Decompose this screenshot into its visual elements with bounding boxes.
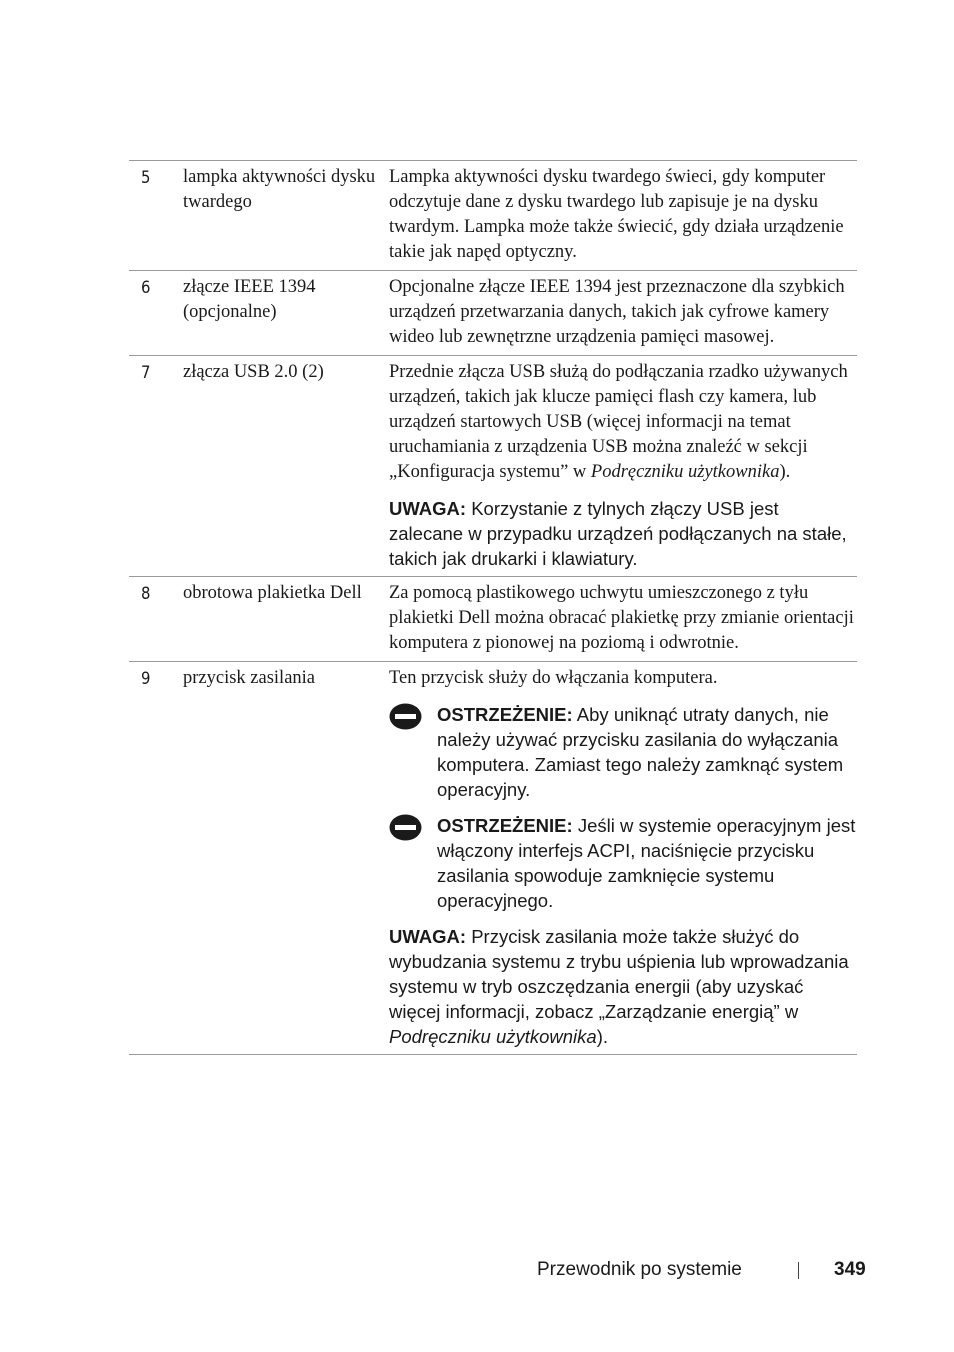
manual-reference: Podręczniku użytkownika	[590, 462, 780, 482]
warning	[389, 702, 857, 802]
note	[389, 496, 857, 571]
warning-text: Jeśli w systemie operacyjnym jest włączony interfejs ACPI, naciśnięcie przycisku zasilania spowoduje zamknięcie systemu operacyjnego.	[437, 815, 856, 911]
notice-icon	[389, 703, 422, 730]
note-label: UWAGA:	[389, 926, 467, 947]
row-number: 6	[141, 278, 151, 297]
component-name: złącze IEEE 1394 (opcjonalne)	[183, 277, 316, 322]
warning-text-block	[437, 813, 857, 913]
warning-text: Aby uniknąć utraty danych, nie należy używać przycisku zasilania do wyłączania komputera. Zamiast tego należy zamknąć system operacyjny.	[437, 704, 844, 800]
component-description: Lampka aktywności dysku twardego świeci, gdy komputer odczytuje dane z dysku twardego lub zapisuje je na dysku twardym. Lampka może także świecić, gdy działa urządzenie takie jak napęd optyczny.	[389, 167, 844, 262]
component-name: przycisk zasilania	[183, 668, 316, 688]
component-table	[129, 160, 857, 1055]
note-text: Korzystanie z tylnych złączy USB jest zalecane w przypadku urządzeń podłączanych na stałe, takich jak drukarki i klawiatury.	[389, 498, 847, 569]
row-number: 9	[141, 669, 151, 688]
notice-icon	[389, 814, 422, 841]
manual-reference: Podręczniku użytkownika	[389, 1026, 597, 1047]
note-text: Przycisk zasilania może także służyć do wybudzania systemu z trybu uśpienia lub wprowadzania systemu w tryb oszczędzania energii (aby uzyskać więcej informacji, zobacz „Zarządzanie energią” w	[389, 926, 849, 1022]
page-number: 349	[834, 1259, 866, 1280]
footer-title: Przewodnik po systemie	[537, 1259, 742, 1280]
component-name: złącza USB 2.0 (2)	[183, 362, 324, 382]
note-label: UWAGA:	[389, 498, 467, 519]
warning	[389, 813, 857, 913]
description-text: Przednie złącza USB służą do podłączania rzadko używanych urządzeń, takich jak klucze pamięci flash czy kamera, lub urządzeń startowych USB (więcej informacji na temat uruchamiania z urządzenia USB można znaleźć w sekcji „Konfiguracja systemu” w Podręczniku użytkownika).	[389, 362, 848, 482]
note: UWAGA: Przycisk zasilania może także służyć do wybudzania systemu z trybu uśpienia lub wprowadzania systemu w tryb oszczędzania energii (aby uzyskać więcej informacji, zobacz „Zarządzanie energią” w Podręczniku użytkownika).	[389, 926, 849, 1047]
component-description: Opcjonalne złącze IEEE 1394 jest przeznaczone dla szybkich urządzeń przetwarzania danych, takich jak cyfrowe kamery wideo lub zewnętrzne urządzenia pamięci masowej.	[389, 277, 845, 347]
table-row	[129, 161, 857, 271]
row-number: 7	[141, 363, 151, 382]
description-text: Ten przycisk służy do włączania komputera.	[389, 668, 718, 688]
component-description: Za pomocą plastikowego uchwytu umieszczonego z tyłu plakietki Dell można obracać plakietkę przy zmianie orientacji komputera z pionowej na poziomą i odwrotnie.	[389, 583, 854, 653]
notice-icon	[389, 813, 437, 913]
table-row	[129, 356, 857, 577]
footer-divider	[798, 1262, 799, 1279]
warning-label: OSTRZEŻENIE:	[437, 704, 573, 725]
table-row	[129, 577, 857, 662]
page-footer	[0, 1257, 954, 1283]
component-description	[389, 360, 857, 571]
component-name: lampka aktywności dysku twardego	[183, 167, 376, 212]
component-description	[389, 666, 857, 1049]
table-row	[129, 271, 857, 356]
notice-icon	[389, 702, 437, 802]
warning-label: OSTRZEŻENIE:	[437, 815, 573, 836]
row-number: 5	[141, 168, 151, 187]
component-name: obrotowa plakietka Dell	[183, 583, 362, 603]
warning-text-block	[437, 702, 857, 802]
row-number: 8	[141, 584, 151, 603]
table-row	[129, 662, 857, 1055]
